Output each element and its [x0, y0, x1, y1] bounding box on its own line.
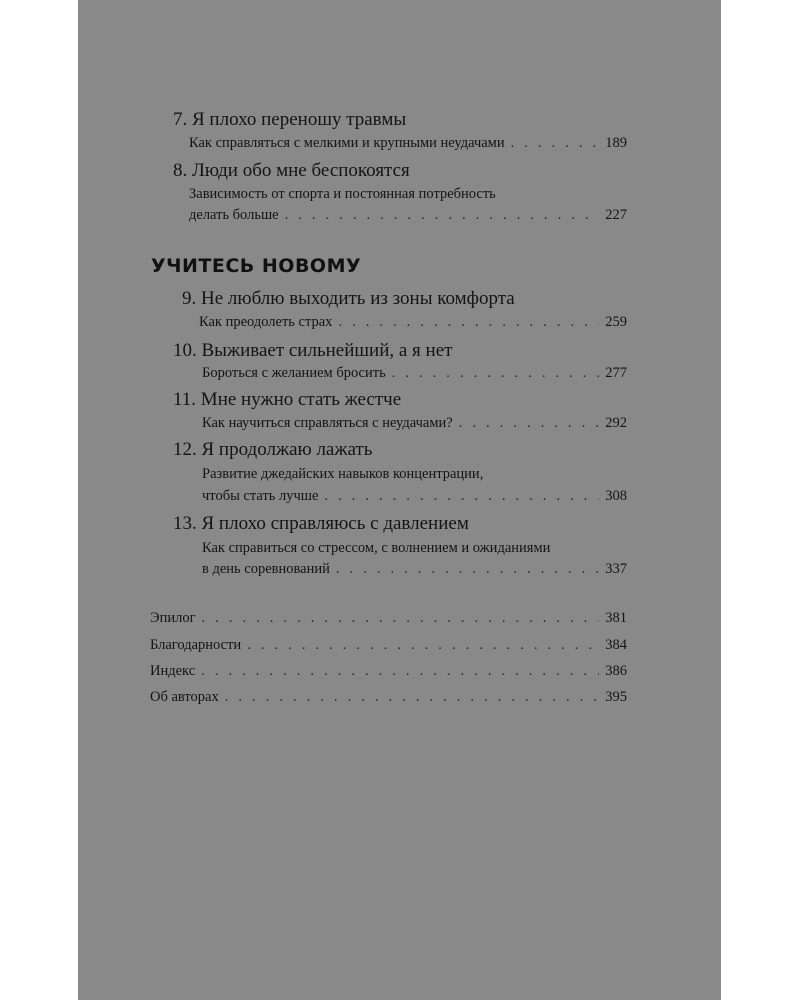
- page-number: 384: [605, 637, 627, 653]
- page-number: 292: [605, 415, 627, 431]
- toc-row-index: [150, 662, 627, 680]
- dot-leader: [392, 364, 600, 382]
- page-number: 308: [605, 488, 627, 504]
- dot-leader: [324, 487, 599, 505]
- chapter-title: 7. Я плохо переношу травмы: [173, 109, 407, 130]
- chapter-title: 12. Я продолжаю лажать: [173, 439, 373, 460]
- chapter-subtitle: чтобы стать лучше: [202, 488, 319, 504]
- chapter-title: 8. Люди обо мне беспокоятся: [173, 160, 410, 181]
- end-matter-label: Благодарности: [150, 637, 242, 653]
- chapter-subtitle: Как справиться со стрессом, с волнением и ожиданиями: [202, 540, 551, 556]
- toc-row-epilogue: [150, 609, 627, 627]
- chapter-subtitle: Зависимость от спорта и постоянная потребность: [189, 186, 496, 202]
- dot-leader: [511, 134, 600, 152]
- page-number: 386: [605, 663, 627, 679]
- chapter-title: 9. Не люблю выходить из зоны комфорта: [182, 288, 515, 309]
- dot-leader: [338, 313, 599, 331]
- toc-row: [202, 560, 627, 578]
- chapter-subtitle: Как справляться с мелкими и крупными неудачами: [189, 135, 505, 151]
- chapter-subtitle: Бороться с желанием бросить: [202, 365, 386, 381]
- book-page: [78, 0, 721, 1000]
- dot-leader: [202, 609, 600, 627]
- end-matter-label: Эпилог: [150, 610, 196, 626]
- dot-leader: [459, 414, 600, 432]
- chapter-title: 10. Выживает сильнейший, а я нет: [173, 340, 453, 361]
- toc-row: [199, 313, 627, 331]
- section-heading: УЧИТЕСЬ НОВОМУ: [151, 255, 362, 277]
- page-number: 189: [605, 135, 627, 151]
- toc-row: [189, 134, 627, 152]
- page-number: 277: [605, 365, 627, 381]
- page-number: 381: [605, 610, 627, 626]
- dot-leader: [201, 662, 599, 680]
- chapter-subtitle: Как преодолеть страх: [199, 314, 333, 330]
- dot-leader: [247, 636, 599, 654]
- toc-row: [202, 364, 627, 382]
- page-number: 395: [605, 689, 627, 705]
- chapter-subtitle: делать больше: [189, 207, 279, 223]
- page-number: 227: [605, 207, 627, 223]
- chapter-title: 13. Я плохо справляюсь с давлением: [173, 513, 469, 534]
- chapter-subtitle: Как научиться справляться с неудачами?: [202, 415, 453, 431]
- end-matter-label: Об авторах: [150, 689, 219, 705]
- toc-row-authors: [150, 688, 627, 706]
- toc-row: [202, 414, 627, 432]
- toc-row: [189, 206, 627, 224]
- dot-leader: [285, 206, 600, 224]
- end-matter-label: Индекс: [150, 663, 196, 679]
- page-number: 337: [605, 561, 627, 577]
- toc-row-acknowledgments: [150, 636, 627, 654]
- page-number: 259: [605, 314, 627, 330]
- dot-leader: [225, 688, 600, 706]
- chapter-subtitle: в день соревнований: [202, 561, 330, 577]
- toc-row: [202, 487, 627, 505]
- dot-leader: [336, 560, 599, 578]
- chapter-subtitle: Развитие джедайских навыков концентрации,: [202, 466, 484, 482]
- chapter-title: 11. Мне нужно стать жестче: [173, 389, 402, 410]
